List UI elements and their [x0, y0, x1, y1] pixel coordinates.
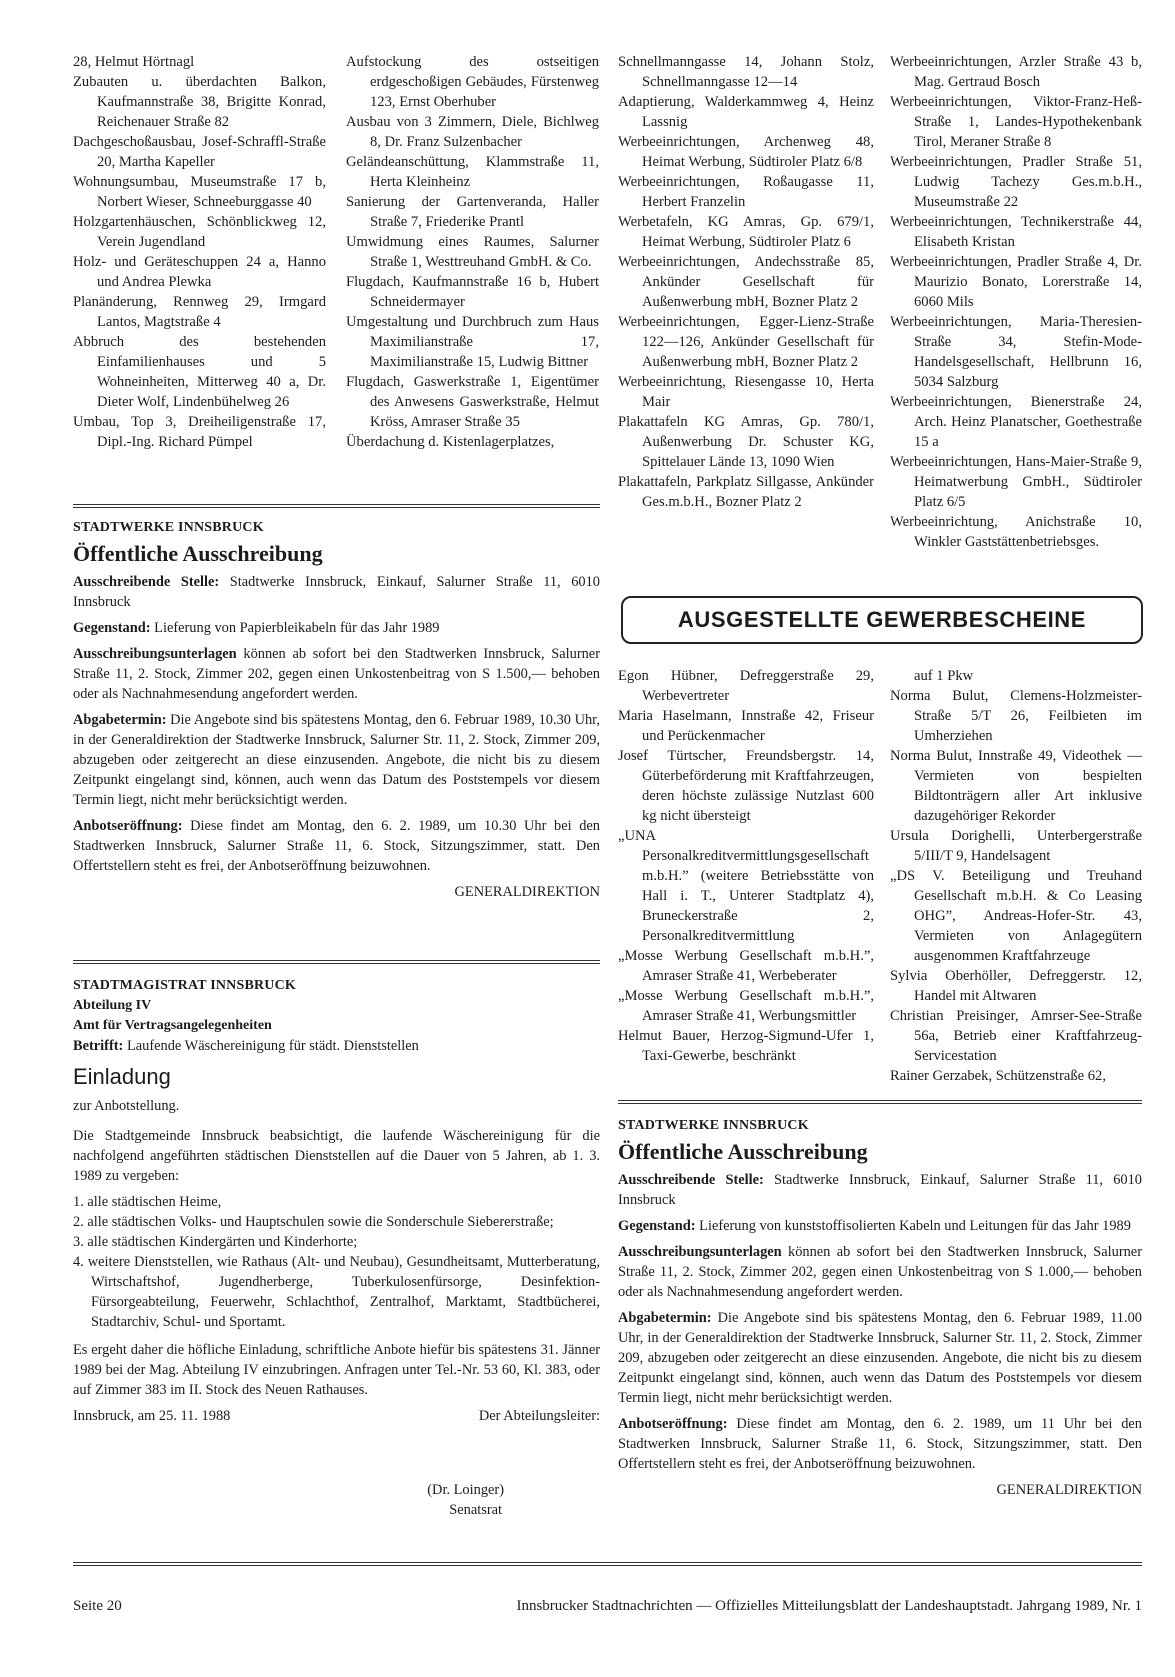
field-text: Stadtwerke Innsbruck, Einkauf, Salurner Straße 11, 6010 Innsbruck	[618, 1172, 1142, 1208]
list-item: 2. alle städtischen Volks- und Hauptschulen sowie die Sonderschule Siebererstraße;	[73, 1214, 554, 1230]
list-item: 4. weitere Dienststellen, wie Rathaus (Alt- und Neubau), Gesundheitsamt, Mutterberatung, Wirtschaftshof, Jugendherberge, Tuberkulosenfürsorge, Desinfektion-Fürsorgeabteilung, Feuerwehr, Schlachthof, Zentralhof, Marktamt, Stadtbücherei, Stadtarchiv, Schul- und Sportamt.	[73, 1254, 600, 1330]
list-item: Abbruch des bestehenden Einfamilienhauses und 5 Wohneinheiten, Mitterweg 40 a, Dr. Dieter Wolf, Lindenbühelweg 26	[73, 334, 326, 410]
notice-title: Öffentliche Ausschreibung	[73, 541, 323, 566]
list-item: Werbeeinrichtungen, Arzler Straße 43 b, Mag. Gertraud Bosch	[890, 54, 1142, 90]
magistrat-notice	[73, 976, 600, 1520]
list-item: Aufstockung des ostseitigen erdgeschoßigen Gebäudes, Fürstenweg 123, Ernst Oberhuber	[346, 54, 599, 110]
list-item: Josef Türtscher, Freundsbergstr. 14, Güterbeförderung mit Kraftfahrzeugen, deren höchste zulässige Nutzlast 600 kg nicht übersteigt	[618, 748, 874, 824]
list-item: Werbeeinrichtungen, Andechsstraße 85, Ankünder Gesellschaft für Außenwerbung mbH, Bozner Platz 2	[618, 254, 874, 310]
stadtwerke-notice-1	[73, 518, 600, 902]
list-item: Sanierung der Gartenveranda, Haller Straße 7, Friederike Prantl	[346, 194, 599, 230]
field-label: Ausschreibungsunterlagen	[73, 646, 237, 662]
list-item: Werbeeinrichtung, Anichstraße 10, Winkler Gaststättenbetriebsges.	[890, 514, 1142, 550]
list-item: 1. alle städtischen Heime,	[73, 1194, 222, 1210]
gewerbescheine-heading: AUSGESTELLTE GEWERBESCHEINE	[621, 596, 1143, 644]
list-item: Holz- und Geräteschuppen 24 a, Hanno und Andrea Plewka	[73, 254, 326, 290]
intro-text: Die Stadtgemeinde Innsbruck beabsichtigt, die laufende Wäschereinigung für die nachfolgend angeführten städtischen Dienststellen auf die Dauer von 5 Jahren, ab 1. 3. 1989 zu vergeben:	[73, 1128, 600, 1184]
list-item: „Mosse Werbung Gesellschaft m.b.H.”, Amraser Straße 41, Werbeberater	[618, 948, 874, 984]
field-text: können ab sofort bei den Stadtwerken Innsbruck, Salurner Straße 11, 2. Stock, Zimmer 202, gegen einen Unkostenbeitrag von S 1.000,— behoben oder als Nachnahmesendung angefordert werden.	[618, 1244, 1142, 1300]
col3-list	[618, 52, 874, 512]
list-item: Werbeeinrichtungen, Pradler Straße 51, Ludwig Tachezy Ges.m.b.H., Museumstraße 22	[890, 154, 1142, 210]
section-divider	[618, 1100, 1142, 1104]
field-label: Abgabetermin:	[73, 712, 167, 728]
field-text: Die Angebote sind bis spätestens Montag, den 6. Februar 1989, 11.00 Uhr, in der Generaldirektion der Stadtwerke Innsbruck, Salurner Str. 11, 2. Stock, Zimmer 209, abzugeben oder zeitgerecht an diese einzusenden. Angebote, die nicht bis zu diesem Zeitpunkt eingelangt sind, können, auch wenn das Datum des Poststempels vor diesem Termin liegt, nicht mehr berücksichtigt werden.	[618, 1310, 1142, 1406]
list-item: Rainer Gerzabek, Schützenstraße 62,	[890, 1068, 1106, 1084]
list-item: Werbeeinrichtungen, Viktor-Franz-Heß-Straße 1, Landes-Hypothekenbank Tirol, Meraner Straße 8	[890, 94, 1142, 150]
list-item: „Mosse Werbung Gesellschaft m.b.H.”, Amraser Straße 41, Werbungsmittler	[618, 988, 874, 1024]
list-item: Plakattafeln KG Amras, Gp. 780/1, Außenwerbung Dr. Schuster KG, Spittelauer Lände 13, 1090 Wien	[618, 414, 874, 470]
list-item: Werbeeinrichtungen, Hans-Maier-Straße 9, Heimatwerbung GmbH., Südtiroler Platz 6/5	[890, 454, 1142, 510]
field-text: Lieferung von kunststoffisolierten Kabeln und Leitungen für das Jahr 1989	[695, 1218, 1131, 1234]
list-item: Zubauten u. überdachten Balkon, Kaufmannstraße 38, Brigitte Konrad, Reichenauer Straße 82	[73, 74, 326, 130]
list-item: auf 1 Pkw	[914, 668, 974, 684]
list-item: Sylvia Oberhöller, Defreggerstr. 12, Handel mit Altwaren	[890, 968, 1142, 1004]
list-item: „DS V. Beteiligung und Treuhand Gesellschaft m.b.H. & Co Leasing OHG”, Andreas-Hofer-Str. 43, Vermieten von Anlagegütern ausgenommen Kraftfahrzeuge	[890, 868, 1142, 964]
list-item: Werbeeinrichtungen, Pradler Straße 4, Dr. Maurizio Bonato, Lorerstraße 14, 6060 Mils	[890, 254, 1142, 310]
list-item: Umwidmung eines Raumes, Salurner Straße 1, Westtreuhand GmbH. & Co.	[346, 234, 599, 270]
list-item: Schnellmanngasse 14, Johann Stolz, Schnellmanngasse 12—14	[618, 54, 874, 90]
field-label: Abgabetermin:	[618, 1310, 712, 1326]
list-item: Dachgeschoßausbau, Josef-Schraffl-Straße 20, Martha Kapeller	[73, 134, 326, 170]
section-divider	[73, 960, 600, 964]
col2-list	[346, 52, 599, 452]
list-item: Helmut Bauer, Herzog-Sigmund-Ufer 1, Taxi-Gewerbe, beschränkt	[618, 1028, 874, 1064]
field-text: Laufende Wäschereinigung für städt. Dienststellen	[123, 1038, 419, 1054]
list-item: Adaptierung, Walderkammweg 4, Heinz Lassnig	[618, 94, 874, 130]
stadtwerke-notice-2	[618, 1116, 1142, 1500]
list-item: Plakattafeln, Parkplatz Sillgasse, Ankünder Ges.m.b.H., Bozner Platz 2	[618, 474, 874, 510]
section-divider	[73, 504, 600, 508]
list-item: Ausbau von 3 Zimmern, Diele, Bichlweg 8, Dr. Franz Sulzenbacher	[346, 114, 599, 150]
signer-name: (Dr. Loinger)	[427, 1482, 504, 1498]
field-label: Ausschreibungsunterlagen	[618, 1244, 782, 1260]
list-item: Umbau, Top 3, Dreiheiligenstraße 17, Dipl.-Ing. Richard Pümpel	[73, 414, 326, 450]
signature: GENERALDIREKTION	[454, 884, 600, 900]
field-label: Ausschreibende Stelle:	[618, 1172, 764, 1188]
service-list	[73, 1192, 600, 1332]
place-date: Innsbruck, am 25. 11. 1988	[73, 1408, 231, 1424]
list-item: Werbeeinrichtungen, Bienerstraße 24, Arch. Heinz Planatscher, Goethestraße 15 a	[890, 394, 1142, 450]
field-label: Anbotseröffnung:	[618, 1416, 728, 1432]
list-item: „UNA Personalkreditvermittlungsgesellschaft m.b.H.” (weitere Betriebsstätte von Hall i. T., Unterer Stadtplatz 4), Bruneckerstraße 2, Personalkreditvermittlung	[618, 828, 874, 944]
notice-title: Öffentliche Ausschreibung	[618, 1139, 868, 1164]
field-text: Diese findet am Montag, den 6. 2. 1989, um 11 Uhr bei den Stadtwerken Innsbruck, Salurner Straße 11, 6. Stock, Sitzungszimmer, statt. Den Offertstellern steht es frei, der Anbotseröffnung beizuwohnen.	[618, 1416, 1142, 1472]
col1-list	[73, 52, 326, 452]
list-item: Werbeeinrichtungen, Technikerstraße 44, Elisabeth Kristan	[890, 214, 1142, 250]
field-text: Stadtwerke Innsbruck, Einkauf, Salurner Straße 11, 6010 Innsbruck	[73, 574, 600, 610]
signature: GENERALDIREKTION	[996, 1482, 1142, 1498]
list-item: Wohnungsumbau, Museumstraße 17 b, Norbert Wieser, Schneeburggasse 40	[73, 174, 326, 210]
org-name: STADTWERKE INNSBRUCK	[73, 520, 264, 535]
field-text: Diese findet am Montag, den 6. 2. 1989, um 10.30 Uhr bei den Stadtwerken Innsbruck, Salurner Straße 11, 6. Stock, Sitzungszimmer, statt. Den Offertstellern steht es frei, der Anbotseröffnung beizuwohnen.	[73, 818, 600, 874]
list-item: Norma Bulut, Clemens-Holzmeister-Straße 5/T 26, Feilbieten im Umherziehen	[890, 688, 1142, 744]
office: Amt für Vertragsangelegenheiten	[73, 1018, 272, 1033]
list-item: Norma Bulut, Innstraße 49, Videothek — Vermieten von bespielten Bildtonträgern aller Art inklusive dazugehöriger Rekorder	[890, 748, 1142, 824]
notice-title: Einladung	[73, 1064, 171, 1089]
list-item: Werbeeinrichtung, Riesengasse 10, Herta Mair	[618, 374, 874, 410]
signer-rank: Senatsrat	[449, 1502, 502, 1518]
field-label: Betrifft:	[73, 1038, 124, 1054]
list-item: Umgestaltung und Durchbruch zum Haus Maximilianstraße 17, Maximilianstraße 15, Ludwig Bittner	[346, 314, 599, 370]
department: Abteilung IV	[73, 998, 152, 1013]
list-item: Werbeeinrichtungen, Maria-Theresien-Straße 34, Stefin-Mode-Handelsgesellschaft, Hellbrunn 16, 5034 Salzburg	[890, 314, 1142, 390]
list-item: Flugdach, Gaswerkstraße 1, Eigentümer des Anwesens Gaswerkstraße, Helmut Kröss, Amraser Straße 35	[346, 374, 599, 430]
field-label: Anbotseröffnung:	[73, 818, 183, 834]
field-label: Ausschreibende Stelle:	[73, 574, 220, 590]
list-item: Geländeanschüttung, Klammstraße 11, Herta Kleinheinz	[346, 154, 599, 190]
list-item: Ursula Dorighelli, Unterbergerstraße 5/III/T 9, Handelsagent	[890, 828, 1142, 864]
gewerbe-list-left	[618, 666, 874, 1066]
list-item: Flugdach, Kaufmannstraße 16 b, Hubert Schneidermayer	[346, 274, 599, 310]
page-number: Seite 20	[73, 1598, 122, 1614]
list-item: Planänderung, Rennweg 29, Irmgard Lantos, Magtstraße 4	[73, 294, 326, 330]
list-item: Maria Haselmann, Innstraße 42, Friseur und Perückenmacher	[618, 708, 874, 744]
publication-line: Innsbrucker Stadtnachrichten — Offizielles Mitteilungsblatt der Landeshauptstadt. Jahrgang 1989, Nr. 1	[516, 1598, 1142, 1614]
field-text: können ab sofort bei den Stadtwerken Innsbruck, Salurner Straße 11, 2. Stock, Zimmer 202, gegen einen Unkostenbeitrag von S 1.500,— behoben oder als Nachnahmesendung angefordert werden.	[73, 646, 600, 702]
closing-text: Es ergeht daher die höfliche Einladung, schriftliche Anbote hiefür bis spätestens 31. Jänner 1989 bei der Mag. Abteilung IV einzubringen. Anfragen unter Tel.-Nr. 53 60, Kl. 383, oder auf Zimmer 383 im II. Stock des Neuen Rathauses.	[73, 1342, 600, 1398]
leiter-label: Der Abteilungsleiter:	[478, 1408, 600, 1424]
list-item: 28, Helmut Hörtnagl	[73, 54, 195, 70]
list-item: Werbeeinrichtungen, Archenweg 48, Heimat Werbung, Südtiroler Platz 6/8	[618, 134, 874, 170]
list-item: Werbeeinrichtungen, Roßaugasse 11, Herbert Franzelin	[618, 174, 874, 210]
gewerbe-list-right	[890, 666, 1142, 1086]
list-item: Überdachung d. Kistenlagerplatzes,	[346, 434, 555, 450]
list-item: 3. alle städtischen Kindergärten und Kinderhorte;	[73, 1234, 358, 1250]
org-name: STADTMAGISTRAT INNSBRUCK	[73, 978, 297, 993]
col4-list	[890, 52, 1142, 552]
list-item: Holzgartenhäuschen, Schönblickweg 12, Verein Jugendland	[73, 214, 326, 250]
field-text: Lieferung von Papierbleikabeln für das Jahr 1989	[150, 620, 440, 636]
field-text: Die Angebote sind bis spätestens Montag, den 6. Februar 1989, 10.30 Uhr, in der Generaldirektion der Stadtwerke Innsbruck, Salurner Str. 11, 2. Stock, Zimmer 209, abzugeben oder zeitgerecht an diese einzusenden. Angebote, die nicht bis zu diesem Zeitpunkt eingelangt sind, können, auch wenn das Datum des Poststempels vor diesem Termin liegt, nicht mehr berücksichtigt werden.	[73, 712, 600, 808]
list-item: Christian Preisinger, Amrser-See-Straße 56a, Betrieb einer Kraftfahrzeug-Servicestation	[890, 1008, 1142, 1064]
org-name: STADTWERKE INNSBRUCK	[618, 1118, 809, 1133]
footer-divider	[73, 1562, 1142, 1566]
list-item: Egon Hübner, Defreggerstraße 29, Werbevertreter	[618, 668, 874, 704]
list-item: Werbetafeln, KG Amras, Gp. 679/1, Heimat Werbung, Südtiroler Platz 6	[618, 214, 874, 250]
field-label: Gegenstand:	[73, 620, 151, 636]
list-item: Werbeeinrichtungen, Egger-Lienz-Straße 122—126, Ankünder Gesellschaft für Außenwerbung mbH, Bozner Platz 2	[618, 314, 874, 370]
notice-subtitle: zur Anbotstellung.	[73, 1098, 180, 1114]
field-label: Gegenstand:	[618, 1218, 696, 1234]
